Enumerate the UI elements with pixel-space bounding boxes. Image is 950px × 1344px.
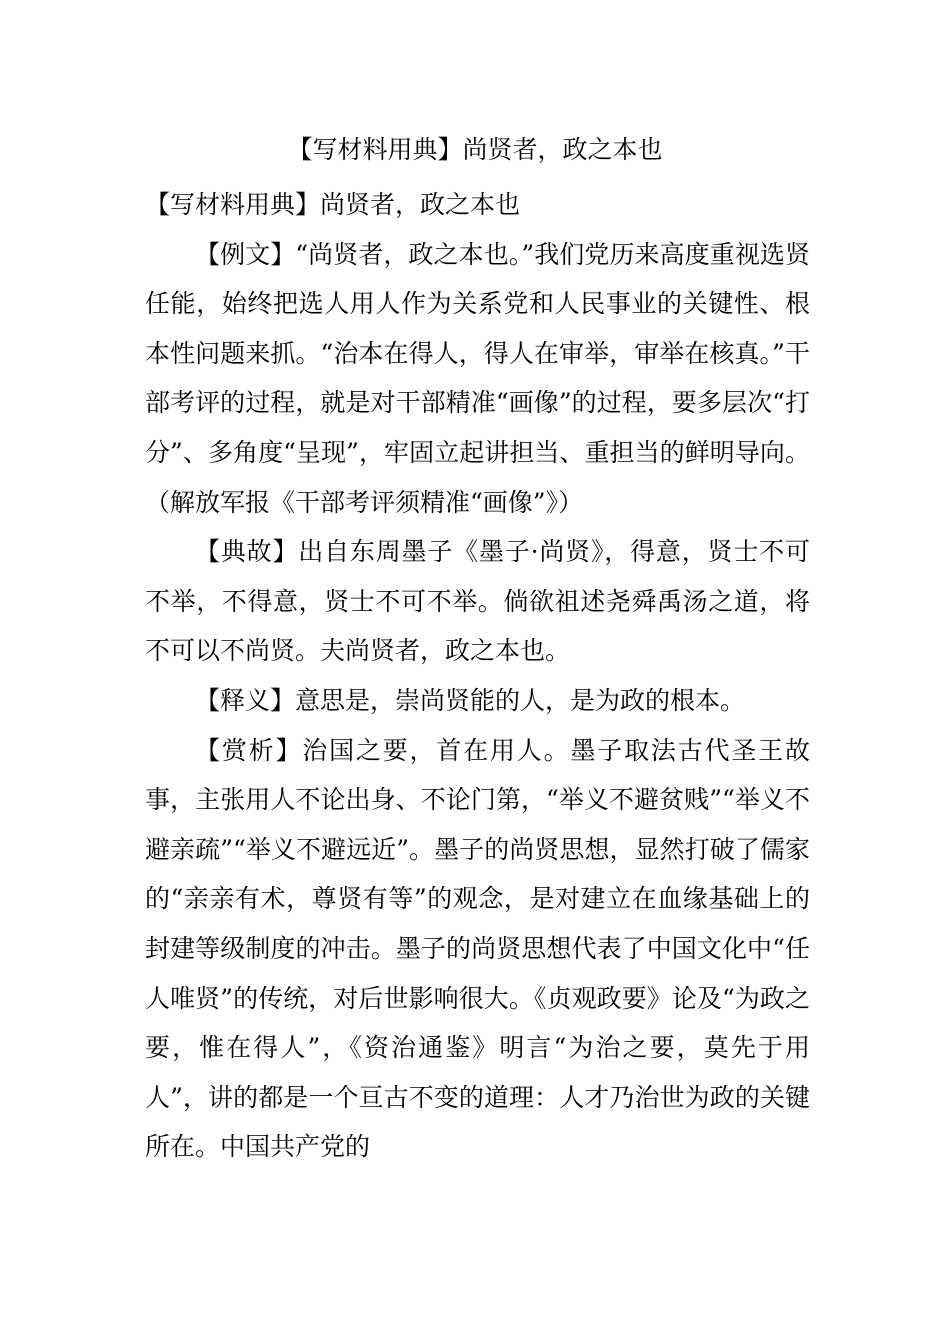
subtitle-paragraph: 【写材料用典】尚贤者，政之本也 — [145, 190, 521, 219]
document-body — [145, 180, 810, 1172]
appreciation-paragraph: 【赏析】治国之要，首在用人。墨子取法古代圣王故事，主张用人不论出身、不论门第，“举义不避贫贱”“举义不避亲疏”“举义不避远近”。墨子的尚贤思想，显然打破了儒家的“亲亲有术，尊贤有等”的观念，是对建立在血缘基础上的封建等级制度的冲击。墨子的尚贤思想代表了中国文化中“任人唯贤”的传统，对后世影响很大。《贞观政要》论及“为政之要，惟在得人”，《资治通鉴》明言“为治之要，莫先于用人”，讲的都是一个亘古不变的道理：人才乃治世为政的关键所在。中国共产党的 — [145, 735, 810, 1162]
document-title: 【写材料用典】尚贤者，政之本也 — [287, 135, 663, 164]
explanation-paragraph: 【释义】意思是，崇尚贤能的人，是为政的根本。 — [195, 685, 746, 715]
allusion-paragraph: 【典故】出自东周墨子《墨子·尚贤》，得意，贤士不可不举，不得意，贤士不可不举。倘欲祖述尧舜禹汤之道，将不可以不尚贤。夫尚贤者，政之本也。 — [145, 537, 810, 666]
example-paragraph: 【例文】“尚贤者，政之本也。”我们党历来高度重视选贤任能，始终把选人用人作为关系党和人民事业的关键性、根本性问题来抓。“治本在得人，得人在审举，审举在核真。”干部考评的过程，就是对干部精准“画像”的过程，要多层次“打分”、多角度“呈现”，牢固立起讲担当、重担当的鲜明导向。（解放军报《干部考评须精准“画像”》） — [145, 239, 810, 517]
